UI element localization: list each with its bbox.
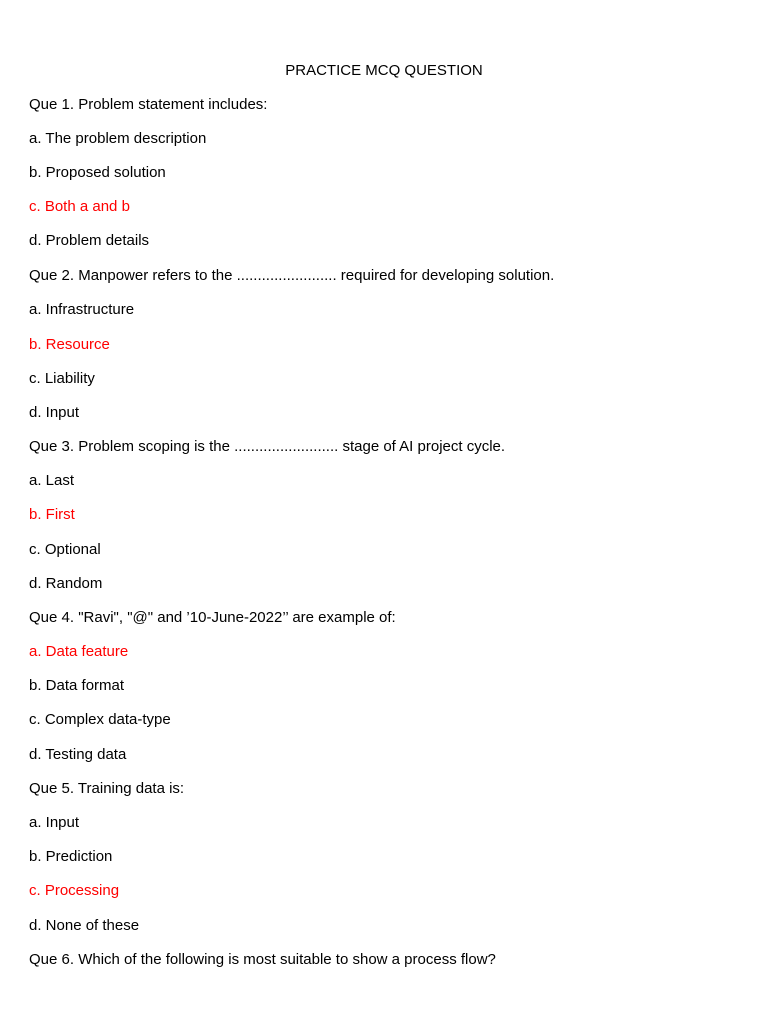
q4-option-b: b. Data format xyxy=(29,677,125,694)
q5-option-a: a. Input xyxy=(29,814,80,831)
q3-option-c: c. Optional xyxy=(29,541,101,558)
q1-option-c-answer: c. Both a and b xyxy=(29,198,130,215)
question-2: Que 2. Manpower refers to the ........................ required for developing solution. xyxy=(29,267,555,284)
q1-option-a: a. The problem description xyxy=(29,130,207,147)
q5-option-c-answer: c. Processing xyxy=(29,882,120,899)
question-5: Que 5. Training data is: xyxy=(29,780,185,797)
q3-option-d: d. Random xyxy=(29,575,103,592)
q5-option-d: d. None of these xyxy=(29,917,140,934)
q3-option-b-answer: b. First xyxy=(29,506,75,523)
q1-option-b: b. Proposed solution xyxy=(29,164,166,181)
q2-option-a: a. Infrastructure xyxy=(29,301,135,318)
q4-option-a-answer: a. Data feature xyxy=(29,643,129,660)
q4-option-c: c. Complex data-type xyxy=(29,711,171,728)
q5-option-b: b. Prediction xyxy=(29,848,113,865)
question-1: Que 1. Problem statement includes: xyxy=(29,96,268,113)
q2-option-d: d. Input xyxy=(29,404,80,421)
q3-option-a: a. Last xyxy=(29,472,75,489)
page-title: PRACTICE MCQ QUESTION xyxy=(285,62,483,79)
question-6: Que 6. Which of the following is most suitable to show a process flow? xyxy=(29,951,496,968)
q2-option-c: c. Liability xyxy=(29,370,95,387)
question-3: Que 3. Problem scoping is the ......................... stage of AI project cycle. xyxy=(29,438,506,455)
q2-option-b-answer: b. Resource xyxy=(29,336,110,353)
q1-option-d: d. Problem details xyxy=(29,232,150,249)
question-4: Que 4. "Ravi", "@" and ’10-June-2022’’ are example of: xyxy=(29,609,396,626)
q4-option-d: d. Testing data xyxy=(29,746,127,763)
